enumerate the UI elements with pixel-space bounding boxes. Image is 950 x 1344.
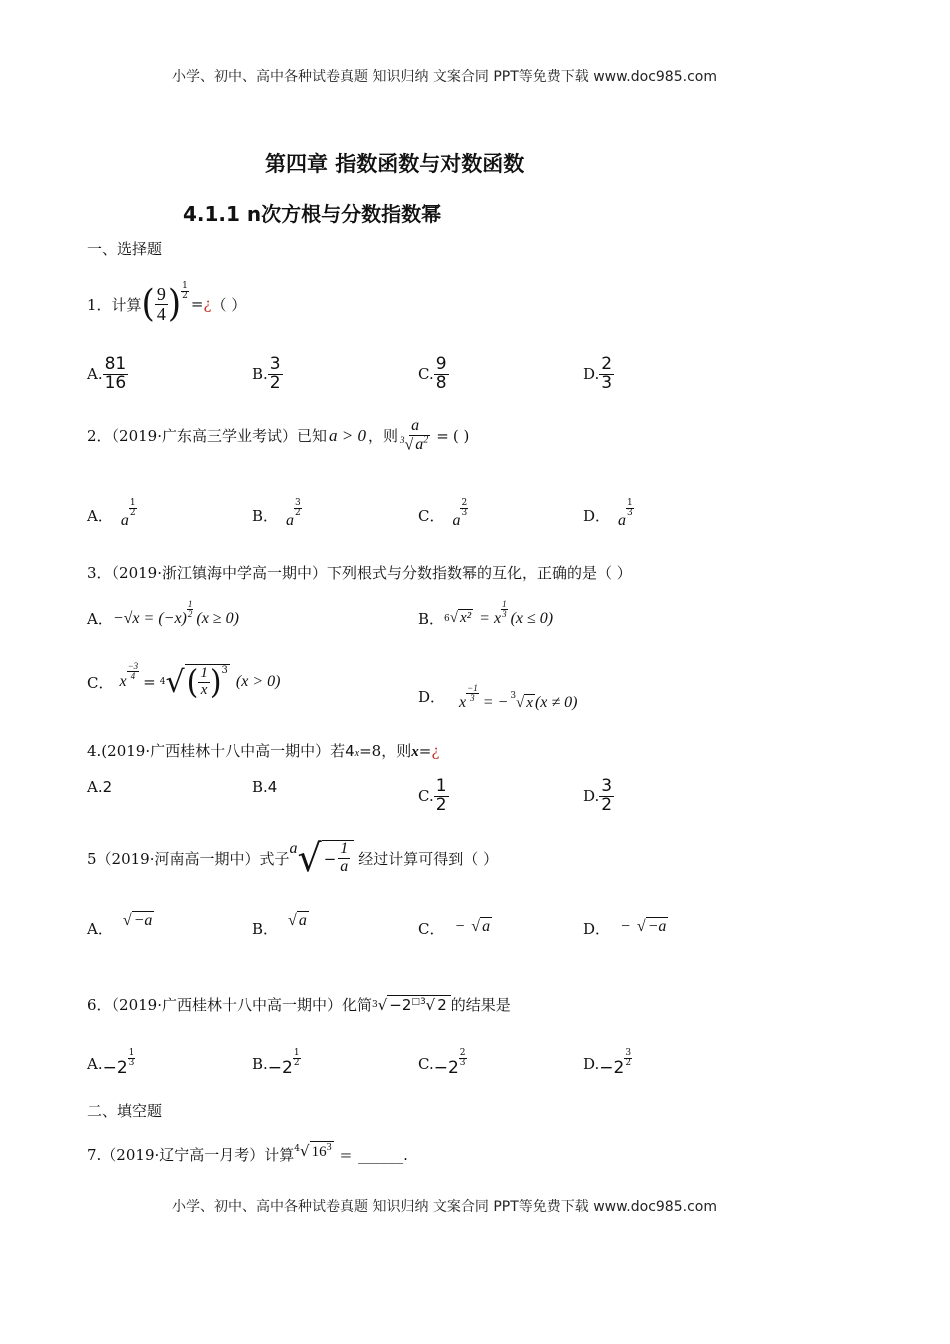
q1-option-c[interactable]: C. 9 8: [418, 354, 447, 393]
answer-blank[interactable]: ______.: [358, 1145, 408, 1164]
q1-option-d[interactable]: D. 2 3: [583, 354, 613, 393]
option-label: A.: [87, 1055, 103, 1073]
q1-option-a[interactable]: A. 81 16: [87, 354, 127, 393]
question-7: 7.（2019·辽宁高一月考）计算 $^4$ √ $16^3$ = ______.: [87, 1141, 408, 1164]
option-label: A.: [87, 365, 103, 384]
q2-prefix: 2．（2019·广东高三学业考试）已知: [87, 427, 327, 446]
option-label: C.: [418, 1055, 434, 1073]
q4-option-b[interactable]: B. 4: [252, 778, 278, 796]
option-label: D.: [583, 787, 600, 806]
option-label: A．: [87, 506, 113, 525]
option-label: C.: [418, 365, 434, 384]
option-label: B.: [252, 1055, 268, 1073]
question-1: 1．计算 ( 9 4 ) $\frac{1}{2}$ = ¿ （ ）: [87, 280, 247, 326]
q2-option-b[interactable]: B． a 3 2: [252, 497, 301, 529]
q4-option-a[interactable]: A. 2: [87, 778, 113, 796]
q2-option-a[interactable]: A． a 1 2: [87, 497, 136, 529]
page-footer: 小学、初中、高中各种试卷真题 知识归纳 文案合同 PPT等免费下载 www.doc985.com: [172, 1199, 717, 1215]
part-fill-heading: 二、填空题: [87, 1102, 163, 1120]
option-label: B.: [252, 778, 268, 796]
q5-option-c[interactable]: C． − √ a: [418, 917, 491, 938]
option-label: C．: [418, 506, 445, 525]
question-4: 4.(2019·广西桂林十八中高一期中）若 4 x =8，则 x = ¿: [87, 742, 440, 760]
q6-option-d[interactable]: D. −2 3 2: [583, 1047, 632, 1078]
question-5: 5（2019·河南高一期中）式子 a √ − $\frac{1}{a}$ 经过计算可得到（ ）: [87, 836, 499, 880]
question-3: 3．（2019·浙江镇海中学高一期中）下列根式与分数指数幂的互化，正确的是（ ）: [87, 564, 632, 582]
chapter-title: 第四章 指数函数与对数函数: [265, 152, 525, 176]
q4-option-d[interactable]: D. 3 2: [583, 776, 613, 815]
question-6: 6．（2019·广西桂林十八中高一期中）化简 3 √ $-2^{□3}√$ 2 的结果是: [87, 995, 511, 1014]
q2-condition: a > 0: [329, 425, 366, 445]
q1-fraction: 9 4: [156, 283, 166, 324]
q5-option-b[interactable]: B． √ a: [252, 911, 307, 938]
answer-blank: （ ）: [211, 295, 247, 314]
option-label: C．: [418, 920, 445, 938]
option-label: D.: [583, 1055, 600, 1073]
page-header: 小学、初中、高中各种试卷真题 知识归纳 文案合同 PPT等免费下载 www.doc985.com: [172, 69, 717, 85]
option-label: D．: [583, 506, 611, 525]
q6-option-b[interactable]: B. −2 1 2: [252, 1047, 300, 1078]
q6-option-c[interactable]: C. −2 2 3: [418, 1047, 466, 1078]
option-label: A．: [87, 920, 113, 938]
part-choice-heading: 一、选择题: [87, 240, 163, 258]
section-title: 4.1.1 n次方根与分数指数幂: [183, 202, 442, 226]
q3-option-b[interactable]: B． 6 √ x² = x 1 3 (x ≤ 0): [418, 599, 554, 628]
q6-option-a[interactable]: A. −2 1 3: [87, 1047, 135, 1078]
q3-option-d[interactable]: D． x $\frac{-1}{3}$ = − $^3$ √ x (x ≠ 0): [418, 682, 578, 711]
option-label: B.: [252, 365, 268, 384]
option-label: B．: [252, 506, 279, 525]
question-2: 2．（2019·广东高三学业考试）已知 a > 0 ，则 $\frac{a}{^3√ a^2}$ = ( ): [87, 417, 470, 454]
q1-prefix: 1．计算: [87, 295, 142, 314]
q2-option-d[interactable]: D． a 1 3: [583, 497, 633, 529]
q1-exponent: $\frac{1}{2}$: [182, 280, 188, 301]
q2-fraction: $\frac{a}{^3√ a^2}$: [400, 417, 429, 454]
option-label: A.: [87, 778, 103, 796]
q3-option-a[interactable]: A． −√x = (−x) 1 2 (x ≥ 0): [87, 599, 239, 628]
option-label: D．: [583, 920, 611, 938]
option-label: D.: [583, 365, 600, 384]
option-label: B．: [252, 920, 279, 938]
q1-option-b[interactable]: B. 3 2: [252, 354, 281, 393]
q3-option-c[interactable]: C． x $\frac{-3}{4}$ = 4 √ ( 1 x ) $^3$ (x > 0): [87, 660, 281, 702]
q2-option-c[interactable]: C． a 2 3: [418, 497, 468, 529]
option-label: C.: [418, 787, 434, 806]
q5-option-d[interactable]: D． − √ −a: [583, 917, 667, 938]
q4-option-c[interactable]: C. 1 2: [418, 776, 447, 815]
q5-option-a[interactable]: A． √ −a: [87, 911, 153, 938]
